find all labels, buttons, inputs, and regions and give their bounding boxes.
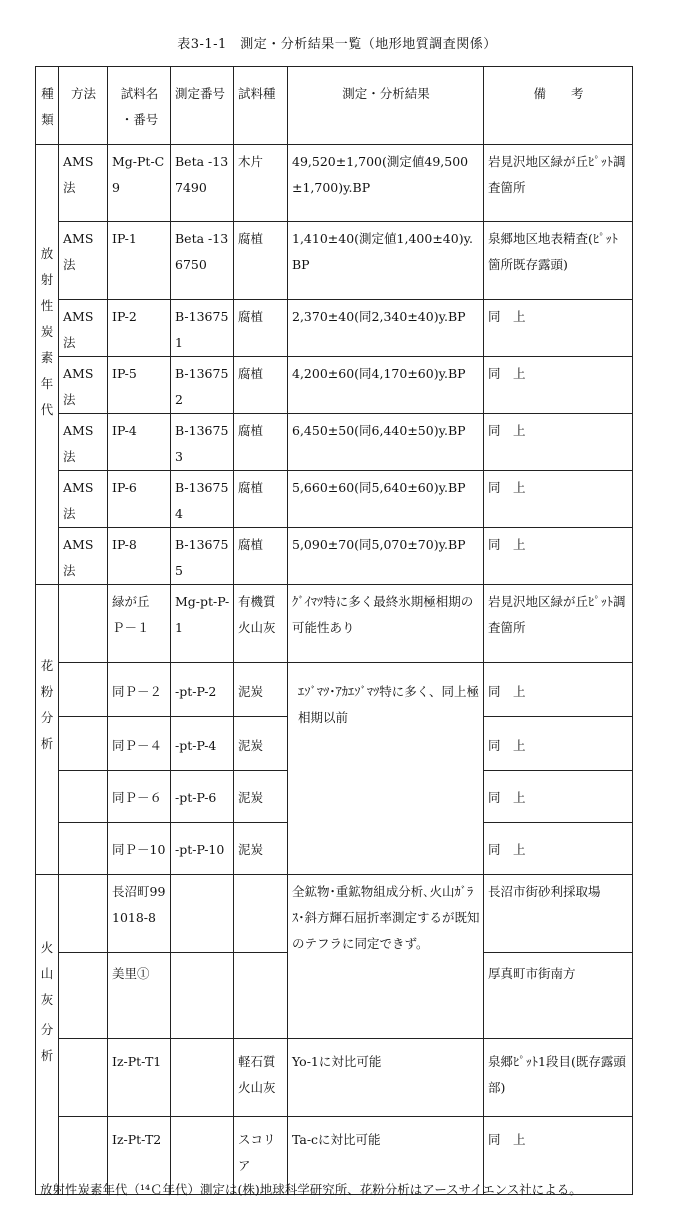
cell-remarks: 同 上 <box>484 663 633 717</box>
group-char: 析 <box>40 1048 54 1063</box>
header-sample-1: 試料名 <box>120 86 159 101</box>
cell-measure: Beta -137490 <box>171 145 234 222</box>
cell-method <box>59 823 108 875</box>
cell-sample: 美里① <box>108 953 171 1039</box>
cell-type: 腐植 <box>234 471 288 528</box>
table-title: 表3-1-1 測定・分析結果一覧（地形地質調査関係） <box>177 37 497 52</box>
cell-result: 全鉱物･重鉱物組成分析､火山ｶﾞﾗｽ･斜方輝石屈折率測定するが既知のテフラに同定できず。 <box>288 875 484 1039</box>
table-row <box>36 357 633 414</box>
cell-sample: 同Ｐ－４ <box>108 717 171 771</box>
cell-method: AMS法 <box>59 471 108 528</box>
group-char: 火 <box>40 940 54 955</box>
cell-measure: B-136751 <box>171 300 234 357</box>
table-row <box>36 663 633 717</box>
cell-sample: 同Ｐ－６ <box>108 771 171 823</box>
table-row <box>36 145 633 222</box>
cell-measure: -pt-P-6 <box>171 771 234 823</box>
cell-measure: B-136753 <box>171 414 234 471</box>
cell-type: 泥炭 <box>234 823 288 875</box>
cell-sample: Mg-Pt-C9 <box>108 145 171 222</box>
cell-result: ｴｿﾞﾏﾂ･ｱｶｴｿﾞﾏﾂ特に多く、同上極相期以前 <box>288 663 484 875</box>
header-method: 方法 <box>59 67 108 145</box>
cell-type: 泥炭 <box>234 771 288 823</box>
table-row <box>36 222 633 300</box>
cell-sample: 同Ｐ－２ <box>108 663 171 717</box>
cell-method: AMS法 <box>59 300 108 357</box>
results-table <box>35 66 633 1195</box>
cell-remarks: 同 上 <box>484 357 633 414</box>
cell-sample: IP-5 <box>108 357 171 414</box>
group-pollen <box>36 585 59 875</box>
cell-remarks: 長沼市街砂利採取場 <box>484 875 633 953</box>
group-char: 放 <box>40 246 54 261</box>
table-row <box>36 471 633 528</box>
cell-measure: -pt-P-10 <box>171 823 234 875</box>
table-row <box>36 528 633 585</box>
cell-method <box>59 875 108 953</box>
cell-method: AMS法 <box>59 414 108 471</box>
cell-remarks: 同 上 <box>484 528 633 585</box>
cell-result: 5,660±60(同5,640±60)y.BP <box>288 471 484 528</box>
cell-type: 腐植 <box>234 357 288 414</box>
cell-result: 5,090±70(同5,070±70)y.BP <box>288 528 484 585</box>
cell-measure: -pt-P-2 <box>171 663 234 717</box>
cell-sample: Iz-Pt-T2 <box>108 1117 171 1195</box>
cell-result: 2,370±40(同2,340±40)y.BP <box>288 300 484 357</box>
cell-remarks: 同 上 <box>484 414 633 471</box>
cell-result: 4,200±60(同4,170±60)y.BP <box>288 357 484 414</box>
cell-remarks: 岩見沢地区緑が丘ﾋﾟｯﾄ調査箇所 <box>484 145 633 222</box>
cell-measure: -pt-P-4 <box>171 717 234 771</box>
cell-measure <box>171 953 234 1039</box>
cell-remarks: 厚真町市街南方 <box>484 953 633 1039</box>
cell-sample: Iz-Pt-T1 <box>108 1039 171 1117</box>
cell-method: AMS法 <box>59 528 108 585</box>
cell-type: 軽石質火山灰 <box>234 1039 288 1117</box>
header-result: 測定・分析結果 <box>288 67 484 145</box>
cell-type: 木片 <box>234 145 288 222</box>
cell-remarks: 泉郷ﾋﾟｯﾄ1段目(既存露頭部) <box>484 1039 633 1117</box>
cell-remarks: 同 上 <box>484 771 633 823</box>
group-char: 素 <box>40 350 54 365</box>
cell-result: ｸﾞｲﾏﾂ特に多く最終氷期極相期の可能性あり <box>288 585 484 663</box>
cell-method <box>59 771 108 823</box>
cell-method <box>59 1039 108 1117</box>
header-kind <box>36 67 59 145</box>
header-sample-type: 試料種 <box>234 67 288 145</box>
cell-result: Ta-cに対比可能 <box>288 1117 484 1195</box>
cell-remarks: 同 上 <box>484 823 633 875</box>
table-row <box>36 414 633 471</box>
group-char: 花 <box>40 658 54 673</box>
cell-method <box>59 717 108 771</box>
header-kind-2: 類 <box>41 112 54 127</box>
cell-sample: IP-2 <box>108 300 171 357</box>
cell-remarks: 岩見沢地区緑が丘ﾋﾟｯﾄ調査箇所 <box>484 585 633 663</box>
group-volcanic <box>36 875 59 1195</box>
cell-sample: 同Ｐ－10 <box>108 823 171 875</box>
group-char: 代 <box>40 402 54 417</box>
cell-type: 腐植 <box>234 300 288 357</box>
cell-remarks: 同 上 <box>484 300 633 357</box>
cell-measure <box>171 875 234 953</box>
header-row <box>36 67 633 145</box>
footnote: 放射性炭素年代（¹⁴Ｃ年代）測定は(株)地球科学研究所、花粉分析はアースサイエンス社による。 <box>40 1182 582 1197</box>
table-row <box>36 1039 633 1117</box>
cell-type: 腐植 <box>234 528 288 585</box>
cell-remarks: 泉郷地区地表精査(ﾋﾟｯﾄ箇所既存露頭) <box>484 222 633 300</box>
cell-type: 泥炭 <box>234 717 288 771</box>
group-char: 年 <box>40 376 54 391</box>
cell-method: AMS法 <box>59 357 108 414</box>
cell-remarks: 同 上 <box>484 471 633 528</box>
cell-method: AMS法 <box>59 222 108 300</box>
header-measure-no: 測定番号 <box>171 67 234 145</box>
cell-measure: B-136752 <box>171 357 234 414</box>
cell-sample: 長沼町991018-8 <box>108 875 171 953</box>
cell-type: 泥炭 <box>234 663 288 717</box>
cell-result: 1,410±40(測定値1,400±40)y.BP <box>288 222 484 300</box>
cell-method <box>59 953 108 1039</box>
header-sample-2: ・番号 <box>120 112 159 127</box>
group-char: 粉 <box>40 684 54 699</box>
cell-measure: B-136755 <box>171 528 234 585</box>
group-char: 炭 <box>40 324 54 339</box>
cell-sample: IP-4 <box>108 414 171 471</box>
cell-sample: IP-1 <box>108 222 171 300</box>
table-row <box>36 585 633 663</box>
cell-type <box>234 875 288 953</box>
cell-remarks: 同 上 <box>484 1117 633 1195</box>
cell-type: 腐植 <box>234 222 288 300</box>
cell-type: スコリア <box>234 1117 288 1195</box>
header-kind-1: 種 <box>41 86 54 101</box>
cell-type <box>234 953 288 1039</box>
header-remarks: 備 考 <box>484 67 633 145</box>
cell-measure <box>171 1039 234 1117</box>
cell-measure: Beta -136750 <box>171 222 234 300</box>
cell-sample: 緑が丘 Ｐ－１ <box>108 585 171 663</box>
cell-method <box>59 663 108 717</box>
cell-result: 49,520±1,700(測定値49,500±1,700)y.BP <box>288 145 484 222</box>
cell-method <box>59 585 108 663</box>
cell-sample: IP-6 <box>108 471 171 528</box>
group-char: 射 <box>40 272 54 287</box>
group-char: 分 <box>40 1022 54 1037</box>
header-sample <box>108 67 171 145</box>
cell-result: 6,450±50(同6,440±50)y.BP <box>288 414 484 471</box>
cell-type: 有機質火山灰 <box>234 585 288 663</box>
group-char: 灰 <box>40 992 54 1007</box>
cell-remarks: 同 上 <box>484 717 633 771</box>
cell-type: 腐植 <box>234 414 288 471</box>
cell-measure: B-136754 <box>171 471 234 528</box>
group-char: 性 <box>40 298 54 313</box>
group-char: 分 <box>40 710 54 725</box>
table-row <box>36 875 633 953</box>
cell-measure: Mg-pt-P-1 <box>171 585 234 663</box>
group-char: 山 <box>40 966 54 981</box>
group-char: 析 <box>40 736 54 751</box>
cell-result: Yo-1に対比可能 <box>288 1039 484 1117</box>
cell-sample: IP-8 <box>108 528 171 585</box>
table-row <box>36 300 633 357</box>
cell-method: AMS法 <box>59 145 108 222</box>
group-radiocarbon <box>36 145 59 585</box>
